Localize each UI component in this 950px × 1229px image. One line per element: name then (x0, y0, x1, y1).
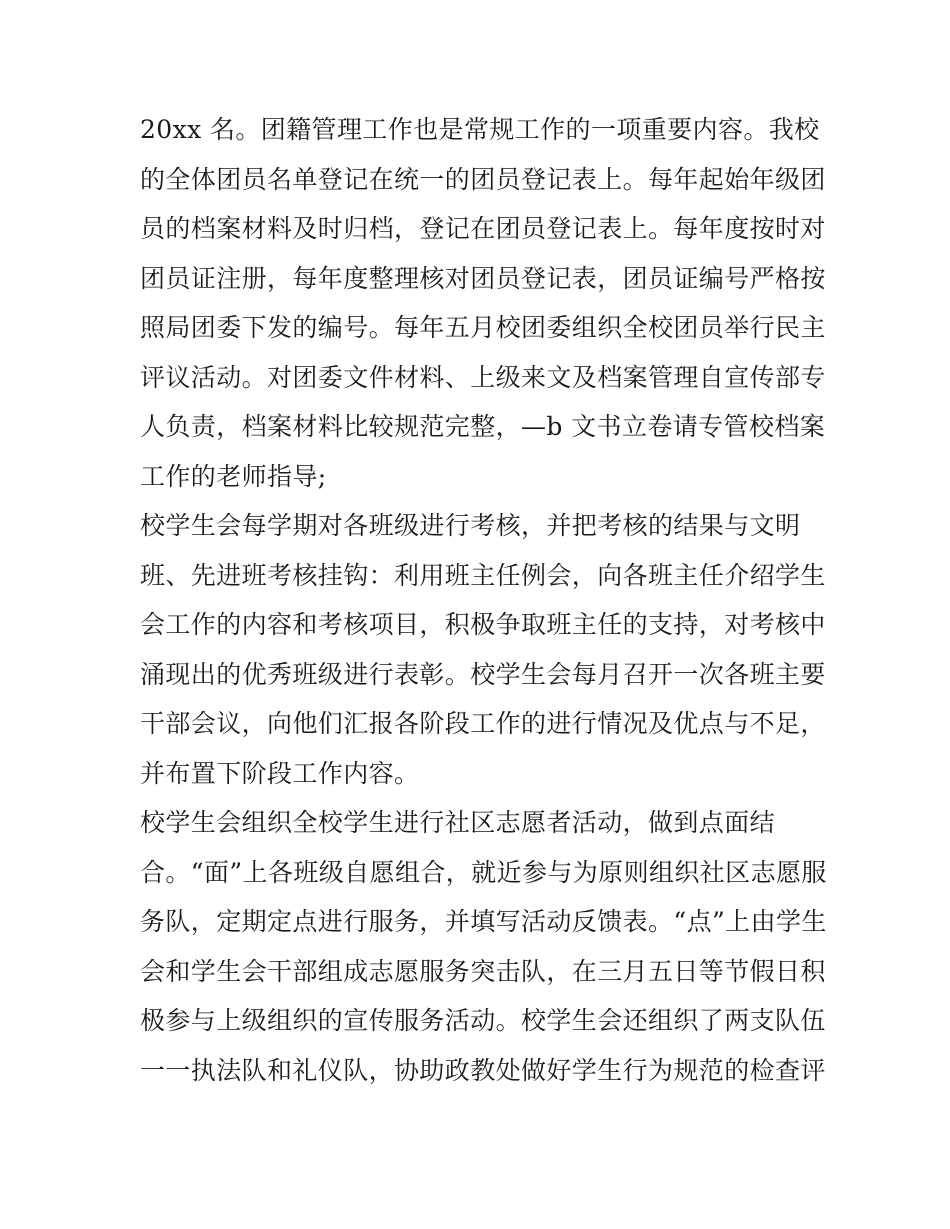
text-line: 涌现出的优秀班级进行表彰。校学生会每月召开一次各班主要 (140, 660, 826, 689)
text-line: 员的档案材料及时归档，登记在团员登记表上。每年度按时对 (140, 214, 826, 243)
text-line: 班、先进班考核挂钩：利用班主任例会，向各班主任介绍学生 (140, 561, 826, 590)
text-line: 的全体团员名单登记在统一的团员登记表上。每年起始年级团 (140, 165, 826, 194)
text-line: 评议活动。对团委文件材料、上级来文及档案管理自宣传部专 (140, 363, 826, 392)
text-line: 一一执法队和礼仪队，协助政教处做好学生行为规范的检查评 (140, 1056, 826, 1085)
text-line: 团员证注册，每年度整理核对团员登记表，团员证编号严格按 (140, 264, 826, 293)
text-line: 20xx 名。团籍管理工作也是常规工作的一项重要内容。我校 (140, 115, 820, 144)
text-line: 务队，定期定点进行服务，并填写活动反馈表。“点”上由学生 (140, 907, 827, 936)
text-line: 人负责，档案材料比较规范完整，—b 文书立卷请专管校档案 (140, 412, 826, 441)
text-line: 并布置下阶段工作内容。 (140, 759, 420, 788)
text-line: 工作的老师指导; (140, 462, 327, 491)
text-line: 校学生会组织全校学生进行社区志愿者活动，做到点面结 (140, 808, 776, 837)
text-line: 校学生会每学期对各班级进行考核，并把考核的结果与文明 (140, 511, 801, 540)
text-line: 会和学生会干部组成志愿服务突击队，在三月五日等节假日积 (140, 957, 826, 986)
text-line: 照局团委下发的编号。每年五月校团委组织全校团员举行民主 (140, 313, 826, 342)
text-line: 合。“面”上各班级自愿组合，就近参与为原则组织社区志愿服 (140, 858, 827, 887)
text-line: 干部会议，向他们汇报各阶段工作的进行情况及优点与不足， (140, 709, 826, 738)
text-line: 极参与上级组织的宣传服务活动。校学生会还组织了两支队伍 (140, 1006, 826, 1035)
text-line: 会工作的内容和考核项目，积极争取班主任的支持，对考核中 (140, 610, 826, 639)
